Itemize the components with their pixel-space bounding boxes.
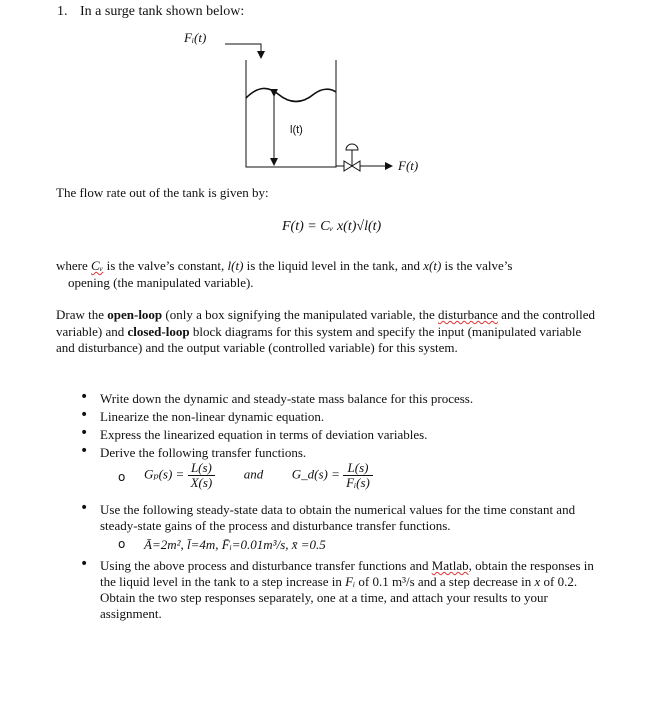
- bullet-item: Linearize the non-linear dynamic equation.: [100, 409, 325, 424]
- outflow-label: F(t): [398, 158, 419, 173]
- transfer-functions: Gₚ(s) = $\frac{L(s)}{X(s)}$ and G_d(s) = $\frac{L(s)}{\text{Fᵢ(s)}}$: [144, 461, 373, 490]
- flow-sentence: The flow rate out of the tank is given by:: [56, 185, 269, 200]
- sub-bullet-icon: o: [118, 537, 126, 551]
- bullet-item: Using the above process and disturbance transfer functions and Matlab, obtain the responses in the liquid level in the tank to a step increase in Fᵢ of 0.1 m³/s and a step decrease in x of 0.2. Obtain the two step responses separately, one at a time, and attach your results to your assignment.: [100, 558, 594, 621]
- valve-icon: [344, 144, 360, 171]
- inflow-label: Fᵢ(t): [184, 30, 207, 45]
- tank-walls: [246, 60, 336, 167]
- inflow-pipe: [225, 44, 261, 58]
- bullet-item: Write down the dynamic and steady-state mass balance for this process.: [100, 391, 474, 406]
- draw-paragraph: Draw the open-loop (only a box signifying the manipulated variable, the disturbance and the controlled variable) and closed-loop block diagrams for this system and specify the input (manipulated variable and disturbance) and the output variable (controlled variable) for this system.: [56, 307, 596, 355]
- problem-intro: In a surge tank shown below:: [80, 4, 245, 19]
- surge-tank-diagram: [0, 0, 665, 185]
- bullet-icon: •: [80, 556, 89, 572]
- flow-equation: F(t) = Cᵥ x(t)√l(t): [282, 219, 382, 234]
- bullet-icon: •: [80, 443, 89, 459]
- bullet-icon: •: [80, 407, 89, 423]
- bullet-icon: •: [80, 500, 89, 516]
- level-label: l(t): [290, 124, 303, 136]
- problem-number: 1.: [57, 4, 68, 19]
- sub-bullet-icon: o: [118, 470, 126, 484]
- bullet-item: Use the following steady-state data to obtain the numerical values for the time constant and steady-state gains of the process and disturbance transfer functions.: [100, 502, 576, 533]
- bullet-icon: •: [80, 389, 89, 405]
- where-paragraph: where Cᵥ is the valve’s constant, l(t) is the liquid level in the tank, and x(t) is the valve’s opening (the manipulated variable).: [56, 258, 513, 290]
- steady-state-data: Ā=2m², l̄=4m, F̄ᵢ=0.01m³/s, x̄ =0.5: [144, 537, 326, 552]
- bullet-icon: •: [80, 425, 89, 441]
- liquid-surface: [246, 88, 336, 101]
- bullet-item: Derive the following transfer functions.: [100, 445, 307, 460]
- bullet-item: Express the linearized equation in terms of deviation variables.: [100, 427, 428, 442]
